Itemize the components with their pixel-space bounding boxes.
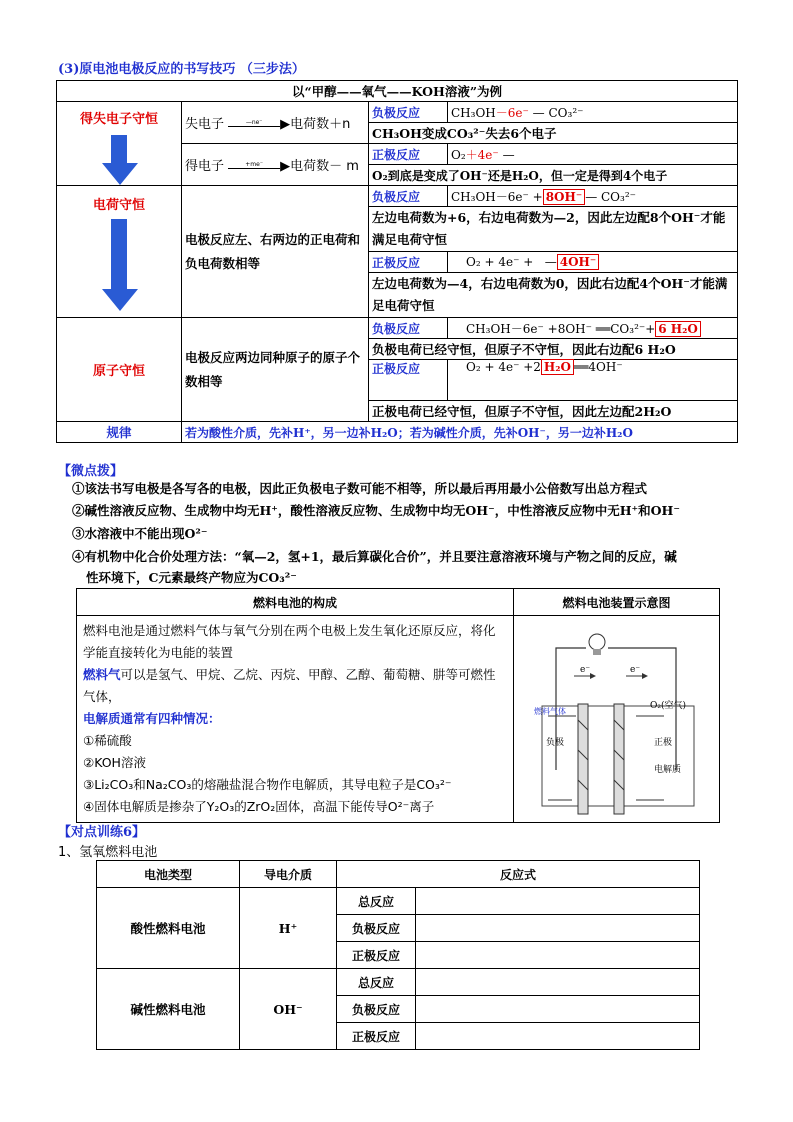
- neg-equation: [448, 186, 738, 207]
- medium: OH⁻: [240, 969, 337, 1050]
- para: 燃料电池是通过燃料气体与氧气分别在两个电极上发生氧化还原反应，将化学能直接转化为电能的装置: [83, 623, 496, 660]
- step-label: 得失电子守恒: [79, 112, 158, 127]
- eq-part: ＋4e⁻: [465, 147, 499, 162]
- answer-field[interactable]: [416, 969, 700, 996]
- neg-equation: [448, 102, 738, 123]
- col-header: 导电介质: [240, 861, 337, 888]
- pos-label: 正极反应: [369, 360, 448, 401]
- tip-item: ②碱性溶液反应物、生成物中均无H⁺，酸性溶液反应物、生成物中均无OH⁻，中性溶液反应物中无H⁺和OH⁻: [72, 503, 680, 518]
- eq-highlight: 6 H₂O: [655, 321, 701, 337]
- step-label: 电荷守恒: [92, 198, 145, 213]
- negative-label: 负极: [546, 738, 565, 748]
- lose-electron: 失电子 —ne⁻ ▶电荷数＋n: [182, 102, 369, 144]
- down-arrow-icon: [102, 135, 136, 185]
- pos-label: 正极反应: [369, 144, 448, 165]
- eq-part: —: [502, 147, 515, 162]
- eq-part: ══4OH⁻: [573, 360, 623, 374]
- eq-part: －6e⁻: [495, 105, 529, 120]
- lose-text: 失电子: [185, 117, 225, 132]
- tip-item: ④有机物中化合价处理方法：“氧—2，氢+1，最后算碳化合价”，并且要注意溶液环境与产物之间的反应，碱: [72, 549, 677, 564]
- answer-field[interactable]: [416, 1023, 700, 1050]
- para: 电解质通常有四种情况：: [83, 711, 221, 726]
- electron-label: e⁻: [580, 665, 591, 675]
- method-table: [56, 80, 738, 443]
- list-item: ③Li₂CO₃和Na₂CO₃的熔融盐混合物作电解质，其导电粒子是CO₃²⁻: [83, 777, 452, 792]
- eq-part: — CO₃²⁻: [585, 189, 636, 204]
- reaction-label: 正极反应: [337, 942, 416, 969]
- col-header: 电池类型: [97, 861, 240, 888]
- oxygen-label: O₂(空气): [650, 701, 687, 711]
- note: 左边电荷数为+6，右边电荷数为—2，因此左边配8个OH⁻才能满足电荷守恒: [369, 207, 738, 252]
- neg-label: 负极反应: [369, 318, 448, 339]
- pos-equation: [448, 252, 738, 273]
- lose-result: 电荷数＋n: [290, 117, 351, 132]
- rule-label: 规律: [57, 422, 182, 443]
- positive-label: 正极: [654, 738, 673, 748]
- practice-title: 【对点训练6】: [58, 825, 146, 840]
- col-header: 燃料电池装置示意图: [514, 589, 720, 616]
- note: 左边电荷数为—4，右边电荷数为0，因此右边配4个OH⁻才能满足电荷守恒: [369, 273, 738, 318]
- step-electron: [57, 102, 182, 186]
- reaction-label: 总反应: [337, 969, 416, 996]
- arrow-icon: +me⁻: [228, 161, 280, 169]
- note: 正极电荷已经守恒，但原子不守恒，因此左边配2H₂O: [369, 401, 738, 422]
- fuel-label: 燃料气体: [534, 707, 566, 716]
- eq-part: —: [544, 255, 557, 269]
- eq-part: CH₃OH－6e⁻ +: [451, 189, 543, 204]
- step-atom: [57, 318, 182, 422]
- eq-part: CH₃OH: [451, 105, 496, 120]
- eq-part: CH₃OH－6e⁻ +8OH⁻ ══CO₃²⁻+: [466, 321, 656, 336]
- practice-subtitle: 1、氢氧燃料电池: [58, 845, 158, 860]
- eq-part: O₂ + 4e⁻ +: [466, 255, 534, 269]
- pos-equation: [448, 360, 738, 401]
- eq-part: O₂: [451, 147, 466, 162]
- arrow-icon: —ne⁻: [228, 119, 280, 127]
- reaction-label: 负极反应: [337, 996, 416, 1023]
- list-item: ①稀硫酸: [83, 733, 132, 748]
- pos-equation: [448, 144, 738, 165]
- medium: H⁺: [240, 888, 337, 969]
- eq-part: — CO₃²⁻: [532, 105, 584, 120]
- eq-highlight: 4OH⁻: [557, 254, 599, 270]
- tip-item: ①该法书写电极是各写各的电极，因此正负极电子数可能不相等，所以最后再用最小公倍数写出总方程式: [72, 481, 648, 496]
- answer-field[interactable]: [416, 888, 700, 915]
- para-text: 可以是氢气、甲烷、乙烷、丙烷、甲醇、乙醇、葡萄糖、肼等可燃性气体，: [83, 667, 496, 704]
- battery-type: 酸性燃料电池: [97, 888, 240, 969]
- charge-desc: 电极反应左、右两边的正电荷和负电荷数相等: [182, 186, 369, 318]
- note: O₂到底是变成了OH⁻还是H₂O，但一定是得到4个电子: [369, 165, 738, 186]
- gain-result: 电荷数－ m: [290, 159, 359, 174]
- gain-electron: 得电子 +me⁻ ▶电荷数－ m: [182, 144, 369, 186]
- practice-table: [96, 860, 700, 1050]
- tip-item: ③水溶液中不能出现O²⁻: [72, 526, 208, 541]
- highlight: 燃料气: [83, 667, 121, 682]
- eq-highlight: 8OH⁻: [543, 189, 585, 205]
- col-header: 燃料电池的构成: [77, 589, 514, 616]
- answer-field[interactable]: [416, 996, 700, 1023]
- tips-title: 【微点拨】: [58, 464, 124, 479]
- neg-equation: [448, 318, 738, 339]
- eq-part: O₂ + 4e⁻ +2: [466, 360, 541, 374]
- battery-type: 碱性燃料电池: [97, 969, 240, 1050]
- electrolyte-label: 电解质: [654, 765, 682, 775]
- fuel-cell-table: [76, 588, 720, 823]
- answer-field[interactable]: [416, 915, 700, 942]
- section-heading: (3)原电池电极反应的书写技巧 （三步法）: [58, 62, 305, 77]
- reaction-label: 总反应: [337, 888, 416, 915]
- rule-text: 若为酸性介质，先补H⁺，另一边补H₂O；若为碱性介质，先补OH⁻，另一边补H₂O: [182, 422, 738, 443]
- para: [83, 664, 507, 708]
- atom-desc: 电极反应两边同种原子的原子个数相等: [182, 318, 369, 422]
- note: CH₃OH变成CO₃²⁻失去6个电子: [369, 123, 738, 144]
- step-label: 原子守恒: [92, 364, 145, 379]
- answer-field[interactable]: [416, 942, 700, 969]
- fuel-cell-diagram: [518, 620, 714, 816]
- list-item: ②KOH溶液: [83, 755, 146, 770]
- pos-label: 正极反应: [369, 252, 448, 273]
- gain-text: 得电子: [185, 159, 225, 174]
- diagram-cell: [514, 616, 720, 823]
- reaction-label: 正极反应: [337, 1023, 416, 1050]
- neg-label: 负极反应: [369, 186, 448, 207]
- note: 负极电荷已经守恒，但原子不守恒，因此右边配6 H₂O: [369, 339, 738, 360]
- down-arrow-icon: [102, 219, 136, 311]
- bulb-icon: [589, 634, 605, 650]
- step-charge: [57, 186, 182, 318]
- list-item: ④固体电解质是掺杂了Y₂O₃的ZrO₂固体，高温下能传导O²⁻离子: [83, 799, 435, 814]
- col-header: 反应式: [337, 861, 700, 888]
- bulb-base: [593, 649, 601, 655]
- tip-item: 性环境下，C元素最终产物应为CO₃²⁻: [86, 570, 297, 585]
- eq-highlight: H₂O: [541, 359, 574, 375]
- reaction-label: 负极反应: [337, 915, 416, 942]
- fuel-cell-description: [77, 616, 514, 823]
- neg-label: 负极反应: [369, 102, 448, 123]
- electron-label: e⁻: [630, 665, 641, 675]
- table-caption: 以“甲醇——氧气——KOH溶液”为例: [57, 81, 738, 102]
- electron-arrow-head: [642, 673, 648, 679]
- electron-arrow-head: [590, 673, 596, 679]
